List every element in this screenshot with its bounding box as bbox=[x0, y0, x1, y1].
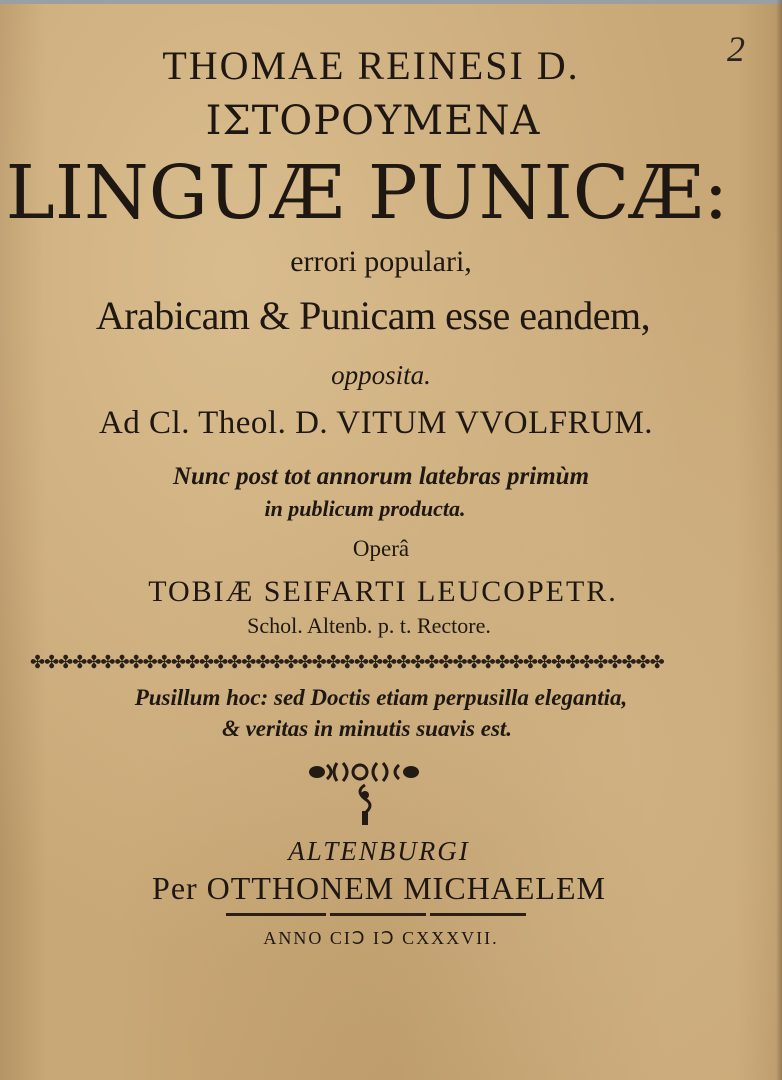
imprint-year: ANNO CIↃ IↃ CXXXVII. bbox=[263, 928, 499, 948]
rule-right bbox=[430, 913, 526, 916]
main-title: LINGUÆ PUNICÆ: bbox=[5, 150, 729, 236]
subtitle-errori: errori populari, bbox=[290, 245, 472, 278]
schol-line: Schol. Altenb. p. t. Rectore. bbox=[247, 613, 491, 638]
scan-top-edge bbox=[0, 0, 782, 4]
nunc-line: Nunc post tot annorum latebras primùm bbox=[172, 463, 590, 490]
greek-title: ΙΣΤΟΡΟΥΜΕΝΑ bbox=[205, 98, 541, 144]
opera-line: Operâ bbox=[352, 536, 410, 561]
motto-line-2: & veritas in minutis suavis est. bbox=[221, 716, 513, 741]
ornament-border-row: ✤✤✤✤✤✤✤✤✤✤✤✤✤✤✤✤✤✤✤✤✤✤✤✤✤✤✤✤✤✤✤✤✤✤✤✤✤✤✤✤✤✤✤✤✤ bbox=[30, 652, 664, 673]
rule-middle bbox=[330, 913, 426, 916]
place-line: ALTENBURGI bbox=[288, 836, 470, 866]
scan-right-edge bbox=[776, 0, 782, 1080]
fleuron-ornament-icon bbox=[295, 755, 455, 835]
motto-line-1: Pusillum hoc: sed Doctis etiam perpusilla elegantia, bbox=[134, 685, 628, 710]
rule-left bbox=[226, 913, 326, 916]
author-line: THOMAE REINESI D. bbox=[162, 43, 580, 88]
publicum-line: in publicum producta. bbox=[264, 496, 466, 521]
folio-number: 2 bbox=[727, 29, 745, 69]
printer-line: Per OTTHONEM MICHAELEM bbox=[152, 870, 606, 906]
subtitle-arabicam: Arabicam & Punicam esse eandem, bbox=[95, 293, 651, 338]
dedication-line: Ad Cl. Theol. D. VITUM VVOLFRUM. bbox=[98, 405, 654, 441]
editor-line: TOBIÆ SEIFARTI LEUCOPETR. bbox=[148, 575, 618, 608]
subtitle-opposita: opposita. bbox=[331, 360, 431, 390]
